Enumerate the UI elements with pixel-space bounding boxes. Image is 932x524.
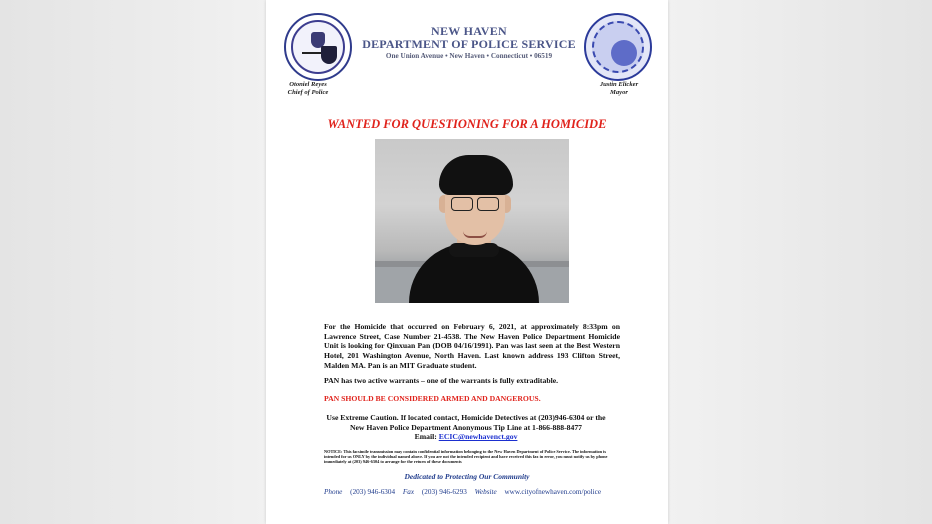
warrants-statement: PAN has two active warrants – one of the warrants is fully extraditable. [324,376,559,385]
case-description: For the Homicide that occurred on February 6, 2021, at approximately 8:33pm on Lawrence Street, Case Number 21-4538. The New Haven Police Department Homicide Unit is looking for Qinxuan Pan (DOB 04/16/1991). Pan was last seen at the Best Western Hotel, 201 Washington Avenue, North Haven. Last known address 193 Clifton Street, Malden MA. Pan is an MIT Graduate student. [324,322,620,370]
fax-label: Fax [402,488,415,496]
contact-block [306,413,626,442]
contact-line-2: New Haven Police Department Anonymous Tip Line at 1-866-888-8477 [349,422,583,432]
suspect-photo [375,139,569,303]
background-right [668,0,932,524]
wanted-poster-page [266,0,668,524]
email-label: Email: [414,432,437,442]
phone-label: Phone [324,488,343,496]
phone-number: (203) 946-6304 [350,488,396,496]
chief-title: Chief of Police [287,89,329,96]
city-seal [584,13,652,81]
contact-line-1: Use Extreme Caution. If located contact, Homicide Detectives at (203)946-6304 or the [326,413,606,422]
email-link[interactable]: ECIC@newhavenct.gov [438,432,518,442]
email-line [306,432,626,442]
website-label: Website [474,488,497,496]
background-left [0,0,266,524]
header-city: NEW HAVEN [431,24,507,38]
police-department-seal [284,13,352,81]
mayor-name: Justin Elicker [599,81,639,88]
chief-name: Otoniel Reyes [289,81,327,88]
footer-contact [324,488,624,496]
website-link[interactable]: www.cityofnewhaven.com/police [504,488,602,496]
wanted-headline: WANTED FOR QUESTIONING FOR A HOMICIDE [327,117,607,131]
motto: Dedicated to Protecting Our Community [404,472,530,481]
mayor-signature-block [592,81,646,97]
chief-signature-block [280,81,336,97]
header-address: One Union Avenue • New Haven • Connecticut • 06519 [385,52,553,60]
fax-notice: NOTICE: This facsimile transmission may contain confidential information belonging to the New Haven Department of Police Service. The information is intended for us ONLY by the individual named above. If you are not the intended recipient and have received this fax in error, you must notify us by phone immediately at (203) 946-6304 to arrange for the return of these documents [324,449,608,465]
armed-warning: PAN SHOULD BE CONSIDERED ARMED AND DANGEROUS. [324,394,541,403]
fax-number: (203) 946-6293 [421,488,467,496]
mayor-title: Mayor [610,89,628,96]
header-department: DEPARTMENT OF POLICE SERVICE [362,37,576,51]
